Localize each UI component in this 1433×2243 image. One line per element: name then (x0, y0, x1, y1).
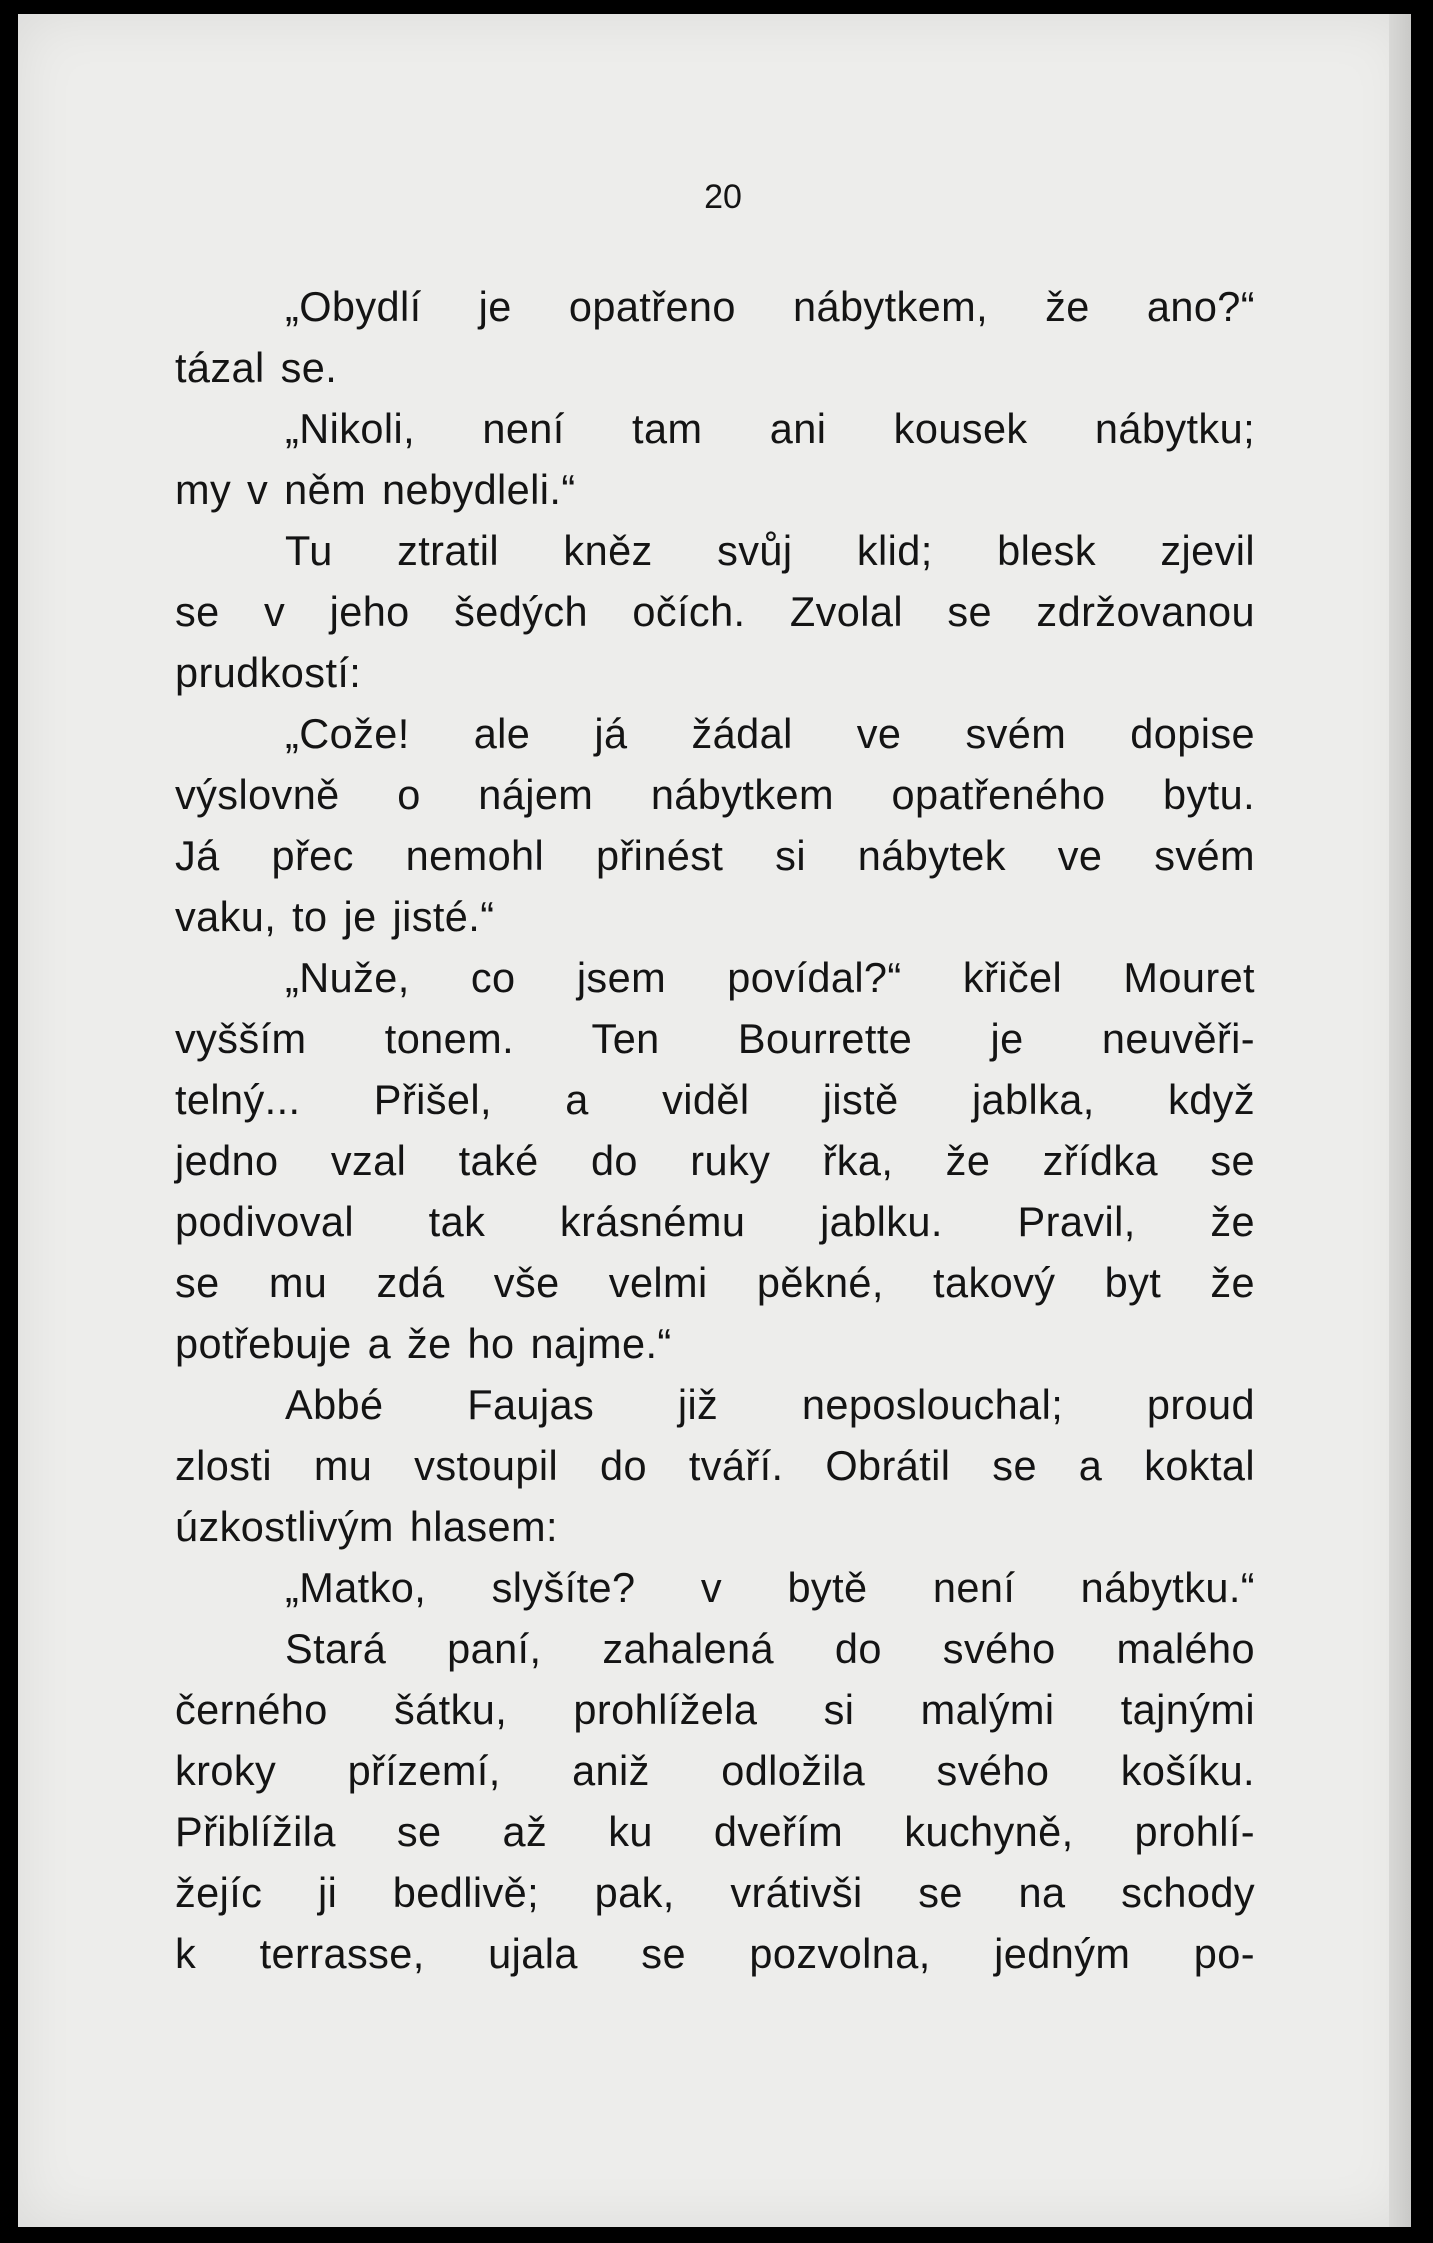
text-line: se v jeho šedých očích. Zvolal se zdržovanou (175, 588, 1255, 635)
text-line: Já přec nemohl přinést si nábytek ve svém (175, 832, 1255, 879)
text-line: „Nikoli, není tam ani kousek nábytku; (285, 405, 1255, 452)
text-line: výslovně o nájem nábytkem opatřeného bytu. (175, 771, 1255, 818)
text-line: tázal se. (175, 344, 338, 391)
text-line: úzkostlivým hlasem: (175, 1503, 558, 1550)
text-line: „Cože! ale já žádal ve svém dopise (285, 710, 1255, 757)
text-line: se mu zdá vše velmi pěkné, takový byt že (175, 1259, 1255, 1306)
text-line: černého šátku, prohlížela si malými tajnými (175, 1686, 1255, 1733)
text-line: Tu ztratil kněz svůj klid; blesk zjevil (285, 527, 1255, 574)
book-page (18, 14, 1411, 2227)
text-line: podivoval tak krásnému jablku. Pravil, že (175, 1198, 1255, 1245)
page-number: 20 (704, 178, 742, 216)
text-line: Abbé Faujas již neposlouchal; proud (285, 1381, 1255, 1428)
page-edge (1389, 14, 1411, 2227)
text-line: „Nuže, co jsem povídal?“ křičel Mouret (285, 954, 1255, 1001)
text-line: telný... Přišel, a viděl jistě jablka, když (175, 1076, 1255, 1123)
text-line: žejíc ji bedlivě; pak, vrátivši se na schody (175, 1869, 1255, 1916)
text-line: „Obydlí je opatřeno nábytkem, že ano?“ (285, 283, 1255, 330)
text-line: Stará paní, zahalená do svého malého (285, 1625, 1255, 1672)
text-line: kroky přízemí, aniž odložila svého košíku. (175, 1747, 1255, 1794)
text-line: vaku, to je jisté.“ (175, 893, 495, 940)
text-line: potřebuje a že ho najme.“ (175, 1320, 672, 1367)
text-line: jedno vzal také do ruky řka, že zřídka se (175, 1137, 1255, 1184)
text-line: prudkostí: (175, 649, 362, 696)
text-line: vyšším tonem. Ten Bourrette je neuvěři- (175, 1015, 1255, 1062)
text-line: k terrasse, ujala se pozvolna, jedným po- (175, 1930, 1255, 1977)
text-line: „Matko, slyšíte? v bytě není nábytku.“ (285, 1564, 1255, 1611)
text-line: Přiblížila se až ku dveřím kuchyně, prohlí- (175, 1808, 1255, 1855)
text-line: my v něm nebydleli.“ (175, 466, 576, 513)
body-text (175, 276, 1255, 1984)
text-line: zlosti mu vstoupil do tváří. Obrátil se a koktal (175, 1442, 1255, 1489)
